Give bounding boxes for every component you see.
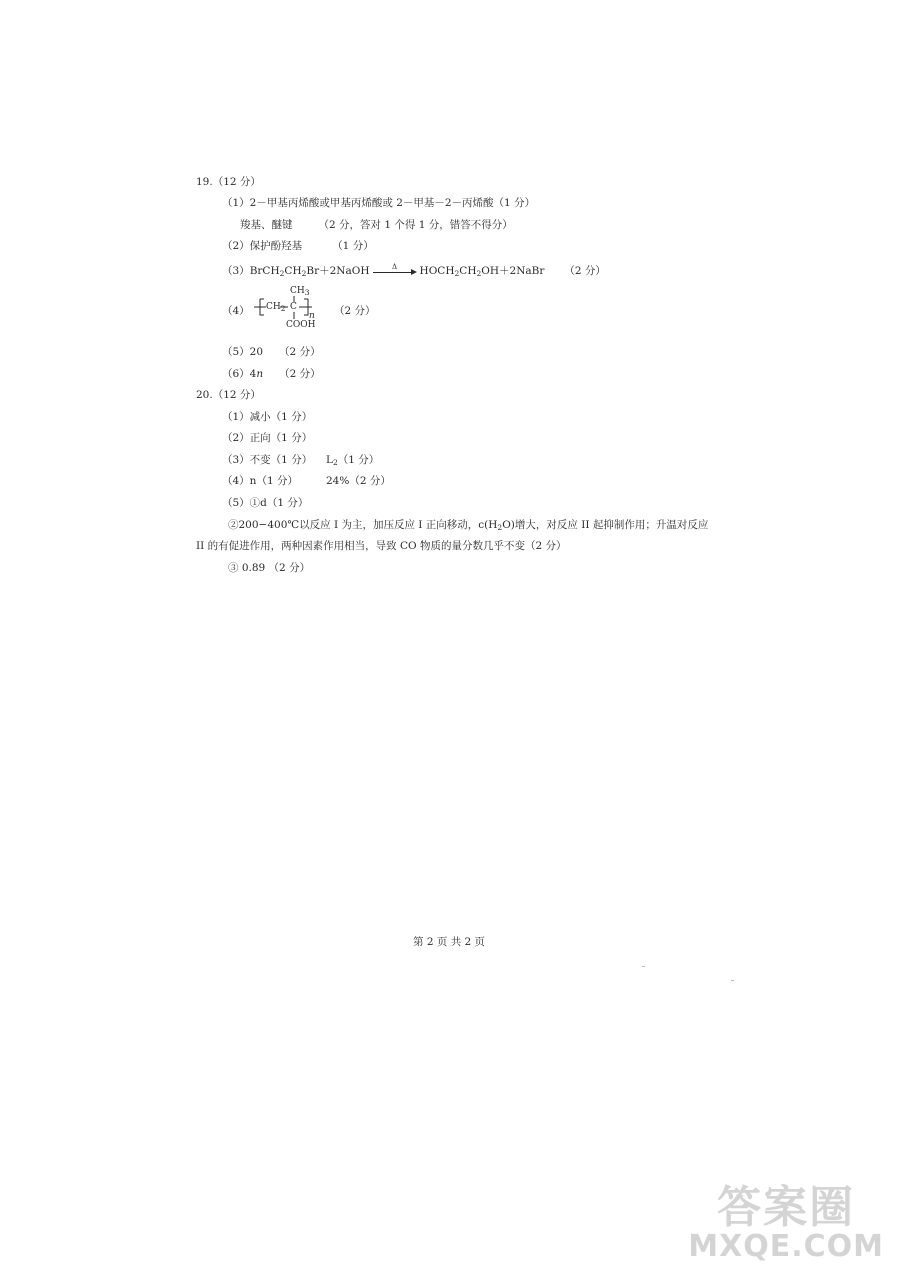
quaternary-carbon: C	[290, 302, 297, 312]
q19-part2-score: （1 分）	[332, 240, 374, 252]
methyl-group: $CH_3$	[290, 286, 310, 297]
scan-speck	[731, 980, 734, 981]
q19-part6-n: n	[256, 368, 264, 380]
q19-part3-reactants: $BrCH_2CH_2Br+2NaOH$	[249, 265, 370, 278]
q19-header: 19.（12 分）	[196, 176, 261, 188]
watermark-top-text: 答案圈	[717, 1182, 856, 1233]
q19-part5	[222, 345, 321, 359]
carboxyl-group: COOH	[286, 320, 316, 330]
q19-part3-score: （2 分）	[564, 265, 606, 277]
q20-part3-b: $L_2(1$ 分）	[326, 454, 380, 467]
q19-part6-prefix: （6）4	[222, 368, 257, 380]
q19-part3-prefix: （3）	[222, 265, 250, 277]
repeat-count: n	[309, 311, 315, 321]
q19-part1-answer: （1）2－甲基丙烯酸或甲基丙烯酸或 2－甲基－2－丙烯酸（1 分）	[222, 197, 536, 209]
q19-part6-score: （2 分）	[279, 368, 321, 380]
q19-part1-groups-score: （2 分，答对 1 个得 1 分，错答不得分）	[318, 219, 513, 231]
q19-part3-products: $HOCH_2CH_2OH+2NaBr$	[419, 265, 545, 278]
methylene-group: $CH_2$	[266, 302, 286, 313]
q19-part1-groups-text: 羧基、醚键	[240, 219, 293, 231]
q19-part5-text: （5）20	[222, 346, 264, 358]
q19-part6	[222, 367, 321, 381]
q19-part1-functional-groups	[240, 218, 513, 232]
q19-part3-equation	[222, 264, 606, 281]
heat-condition: Δ	[392, 263, 398, 271]
q19-part4-score: （2 分）	[334, 305, 376, 317]
watermark-logo	[688, 1182, 884, 1264]
scan-speck	[642, 966, 645, 967]
watermark-bottom-text: MXQE.COM	[688, 1229, 884, 1264]
q20-part4-a: （4）n（1 分）	[222, 475, 298, 487]
q19-part4-prefix: （4）	[222, 305, 250, 317]
q20-part2: （2）正向（1 分）	[222, 432, 313, 444]
q20-header: 20.（12 分）	[196, 389, 261, 401]
q20-part5-a: （5）①d（1 分）	[222, 497, 309, 509]
q19-part2-text: （2）保护酚羟基	[222, 240, 303, 252]
reaction-arrow-icon	[373, 265, 417, 277]
q20-part5-b-line2: II 的有促进作用，两种因素作用相当，导致 CO 物质的量分数几乎不变（2 分）	[196, 540, 567, 552]
q20-part5-c: ③ 0.89 （2 分）	[228, 562, 311, 574]
q19-part5-score: （2 分）	[279, 346, 321, 358]
q19-part2	[222, 239, 374, 253]
q20-part3-a: （3）不变（1 分）	[222, 454, 313, 466]
polymer-structure	[250, 285, 330, 333]
page-number: 第 2 页 共 2 页	[413, 936, 486, 948]
q20-part4-b: 24%（2 分）	[326, 475, 391, 487]
q20-part5-b-line1: ②200−400℃以反应 I 为主，加压反应 I 正向移动，$c(H_2O)$增大，对反应 II 起抑制作用；升温对反应	[228, 519, 709, 532]
q20-part1: （1）减小（1 分）	[222, 411, 313, 423]
